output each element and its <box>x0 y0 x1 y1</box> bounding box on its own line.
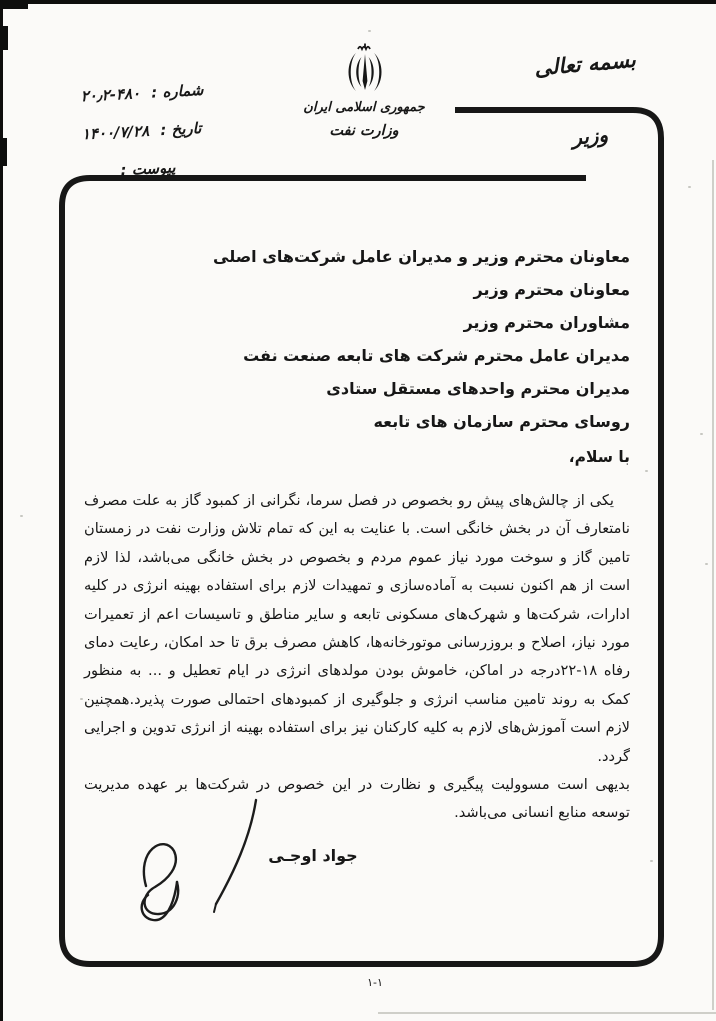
signature-name: جواد اوجـی <box>268 846 358 865</box>
letter-body <box>84 487 630 828</box>
signature-scribble <box>118 794 278 939</box>
salutation: با سلام، <box>568 448 630 466</box>
minister-title: وزیر <box>571 122 609 150</box>
ministry-name: وزارت نفت <box>329 123 399 139</box>
recipient-line: مدیران محترم واحدهای مستقل ستادی <box>326 379 630 398</box>
page-number: ۱-۱ <box>367 976 383 989</box>
body-paragraph-2: بدیهی است مسوولیت پیگیری و نظارت در این خصوص در شرکت‌ها بر عهده مدیریت توسعه منابع انسانی می‌باشد. <box>84 776 630 822</box>
bismillah-text: بسمه تعالی <box>533 47 637 81</box>
date-value: ۱۴۰۰/۷/۲۸ <box>81 121 150 144</box>
body-paragraph-1: یکی از چالش‌های پیش رو بخصوص در فصل سرما، نگرانی از کمبود گاز به علت مصرف نامتعارف آن در بخش خانگی است. با عنایت به این که تمام تلاش وزارت نفت در زمستان تامین گاز و سوخت مورد نیاز عموم مردم و بخصوص در بخش خانگی می‌باشد، لذا لازم است از هم اکنون نسبت به آماده‌سازی و تمهیدات لازم برای استفاده بهینه انرژی در کلیه ادارات، شرکت‌ها و شهرک‌های مسکونی تابعه و سایر مناطق و تاسیسات اعم از تعمیرات مورد نیاز، اصلاح و بروزرسانی موتورخانه‌ها، کاهش مصرف برق تا حد امکان، رعایت دمای رفاه ۱۸-۲۲درجه در اماکن، خاموش بودن مولدهای انرژی در ایام تعطیل و ... به منظور کمک به روند تامین مناسب انرژی و جلوگیری از کمبودهای احتمالی صورت پذیرد.همچنین لازم است آموزش‌های لازم به کلیه کارکنان نیز برای استفاده بهینه از انرژی تدوین و اجرایی گردد. <box>84 492 630 765</box>
ref-number-value: ۴۸۰-۲۰٫۲ <box>80 84 141 106</box>
recipient-line: معاونان محترم وزیر و مدیران عامل شرکت‌های اصلی <box>213 247 630 266</box>
reference-fields <box>8 80 204 200</box>
country-name: جمهوری اسلامی ایران <box>303 100 425 115</box>
recipient-line: معاونان محترم وزیر <box>473 280 630 299</box>
ref-number-label: شماره : <box>150 80 204 102</box>
recipient-line: مشاوران محترم وزیر <box>463 313 630 332</box>
date-label: تاریخ : <box>159 119 202 140</box>
recipient-line: روسای محترم سازمان های تابعه <box>373 412 630 431</box>
iran-emblem-icon <box>340 42 390 98</box>
recipient-line: مدیران عامل محترم شرکت های تابعه صنعت نفت <box>243 346 630 365</box>
recipients-block <box>84 240 630 438</box>
attachment-label: پیوست : <box>120 158 176 180</box>
